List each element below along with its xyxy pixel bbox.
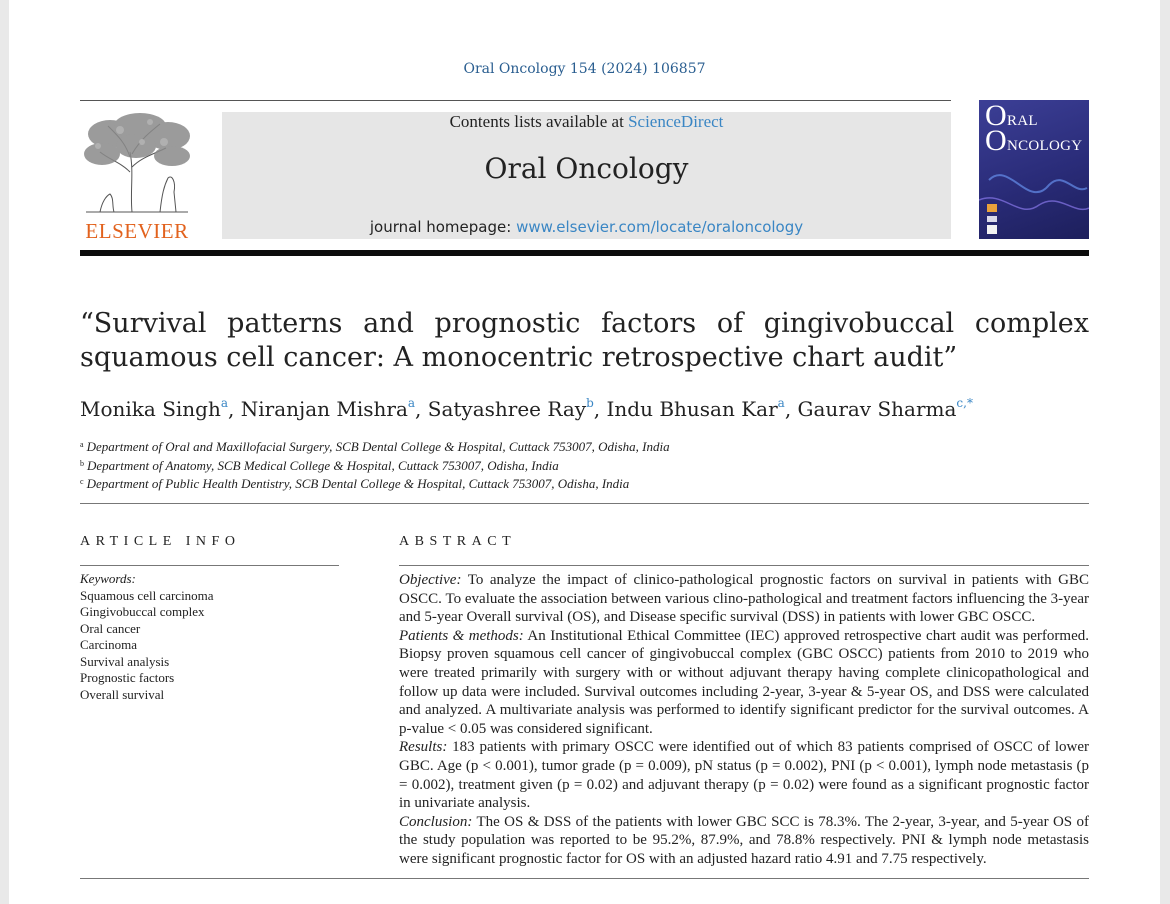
homepage-line [222,218,951,236]
author-affil-ref[interactable]: a [220,396,229,410]
paper-page [9,0,1160,904]
keywords-label: Keywords: [80,571,136,586]
abstract-divider [399,565,1089,566]
elsevier-tree-icon [80,112,194,216]
keyword: Gingivobuccal complex [80,604,205,619]
affiliation: $^b$ Department of Anatomy, SCB Medical College & Hospital, Cuttack 753007, Odisha, India [80,457,559,473]
author-affil-ref[interactable]: a [777,396,785,410]
homepage-link[interactable]: www.elsevier.com/locate/oraloncology [516,218,804,236]
keyword: Squamous cell carcinoma [80,587,214,603]
keyword: Overall survival [80,686,165,702]
article-info-heading: ARTICLE INFO [80,534,241,549]
keyword: Oral cancer [80,620,141,636]
author-affil-ref[interactable]: c,* [956,396,973,410]
bottom-divider [80,878,1089,879]
publisher-name: ELSEVIER [85,219,189,243]
contents-line [222,112,951,132]
abstract-body [399,571,1089,869]
header-thick-divider [80,250,1089,256]
author-affil-ref[interactable]: b [586,396,594,410]
contents-prefix: Contents lists available at [449,112,629,131]
journal-cover-image [979,100,1089,239]
top-divider [80,100,951,101]
sciencedirect-link[interactable]: ScienceDirect [628,112,724,131]
affiliations [80,437,1089,493]
keyword: Carcinoma [80,637,138,652]
abstract-paragraph-objective: Objective: To analyze the impact of clinico-pathological prognostic factors on survival in patients with GBC OSCC. To evaluate the association between various clino-pathological and treatment factors influencing the 3-year and 5-year Overall survival (OS), and Disease specific survival (DSS) in patients with lower GBC OSCC. [399,572,1089,626]
elsevier-logo [80,112,194,243]
abstract-paragraph-results: Results: 183 patients with primary OSCC were identified out of which 83 patients comprised of OSCC of lower GBC. Age (p < 0.001), tumor grade (p = 0.009), pN status (p = 0.002), PNI (p < 0.001), lymph node metastasis (p = 0.002), treatment given (p = 0.02) and adjuvant therapy (p = 0.02) were found as a significant prognostic factor in univariate analysis. [399,739,1089,812]
author[interactable]: Satyashree Ray [427,397,587,421]
journal-title: Oral Oncology [484,152,689,185]
homepage-prefix: journal homepage: [369,218,517,236]
cover-title: ORAL ONCOLOGY [985,100,1083,157]
keyword: Prognostic factors [80,670,175,685]
author-list: Monika Singh$^a$, Niranjan Mishra$^a$, Satyashree Ray$^b$, Indu Bhusan Kar$^a$, Gaurav Sharma$^{c,*}$ [80,396,973,421]
author[interactable]: Monika Singh [80,397,221,421]
affiliation: $^a$ Department of Oral and Maxillofacial Surgery, SCB Dental College & Hospital, Cuttack 753007, Odisha, India [80,439,670,454]
abstract-paragraph-methods: Patients & methods: An Institutional Ethical Committee (IEC) approved retrospective chart audit was performed. Biopsy proven squamous cell cancer of gingivobuccal complex (GBC OSCC) patients from 2010 to 2019 who were treated primarily with surgery with or without adjuvant therapy having complete clinicopathological and follow up data were included. Survival outcomes including 2-year, 3-year & 5-year OS, and DSS were calculated and analyzed. A multivariate analysis was performed to identify significant predictor for the survival outcomes. A p-value < 0.05 was considered significant. [399,627,1089,737]
journal-banner [222,112,951,239]
journal-reference[interactable]: Oral Oncology 154 (2024) 106857 [463,61,706,77]
keywords-block [80,571,339,703]
abstract-heading: ABSTRACT [399,534,517,549]
article-title: “Survival patterns and prognostic factors of gingivobuccal complex squamous cell cancer: A monocentric retrospective chart audit” [80,308,1089,373]
keyword: Survival analysis [80,653,170,669]
author-affil-ref[interactable]: a [407,396,416,410]
author[interactable]: Indu Bhusan Kar [606,397,778,421]
author[interactable]: Gaurav Sharma [797,397,957,421]
article-info-divider [80,565,339,566]
cover-artwork [979,100,1089,239]
affiliation: $^c$ Department of Public Health Dentistry, SCB Dental College & Hospital, Cuttack 753007, Odisha, India [80,476,630,491]
section-divider [80,503,1089,504]
author[interactable]: Niranjan Mishra [240,397,408,421]
abstract-paragraph-conclusion: Conclusion: The OS & DSS of the patients with lower GBC SCC is 78.3%. The 2-year, 3-year, and 5-year OS of the study population was reported to be 95.2%, 87.9%, and 78.8% respectively. PNI & lymph node metastasis were significant prognostic factor for OS with an adjusted hazard ratio 4.91 and 7.75 respectively. [399,813,1090,867]
